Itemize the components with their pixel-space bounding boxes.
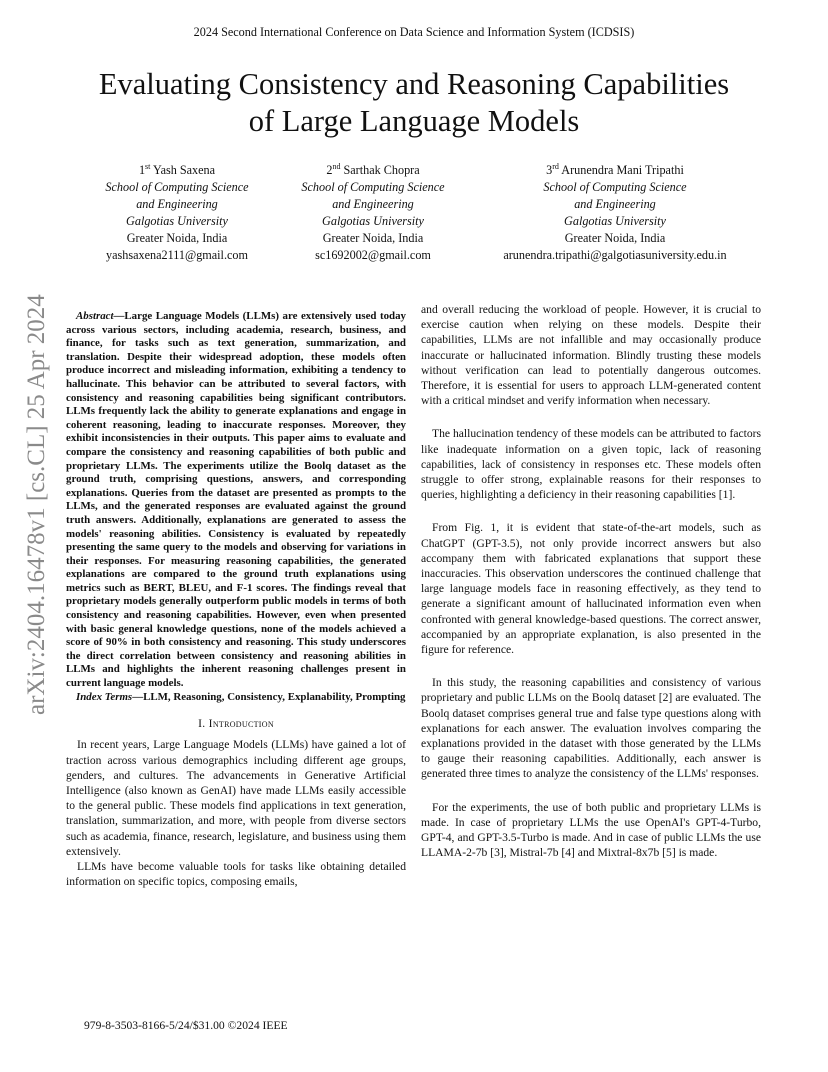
abstract-text: Large Language Models (LLMs) are extensively used today across various sectors, including academia, research, business, and finance, for tasks such as text generation, summarization, and translation. Despite their widespread adoption, these models often produce incorrect and misleading information, exhibiting a tendency to hallucinate. This behavior can be attributed to several factors, with consistency and reasoning capabilities being significant contributors. LLMs frequently lack the ability to generate explanations and engage in coherent reasoning, leading to inaccurate responses. Moreover, they exhibit inconsistencies in their outputs. This paper aims to evaluate and compare the consistency and reasoning capabilities of both public and proprietary LLMs. The experiments utilize the Boolq dataset as the ground truth, comprising questions, answers, and corresponding explanations. Queries from the dataset are presented as prompts to the LLMs, and the generated responses are evaluated against the ground truth answers. Additionally, explanations are generated to assess the models' reasoning abilities. Consistency is evaluated by repeatedly presenting the same query to the models and observing for variations in their responses. For measuring reasoning capabilities, the generated explanations are compared to the ground truth explanations using metrics such as BERT, BLEU, and F-1 scores. The findings reveal that proprietary models generally outperform public models in terms of both consistency and reasoning capabilities. However, even when presented with basic general knowledge questions, none of the models achieved a score of 90% in both consistency and reasoning. This study underscores the direct correlation between consistency and reasoning abilities in LLMs and highlights the inherent reasoning challenges present in current language models. xyxy=(66,310,406,690)
author-email[interactable]: sc1692002@gmail.com xyxy=(315,248,431,262)
author-dept: School of Computing Science xyxy=(301,180,445,194)
author-dept: School of Computing Science xyxy=(543,180,687,194)
body-paragraph: and overall reducing the workload of people. However, it is crucial to exercise caution when relying on these models. Despite their capabilities, LLMs are not infallible and may occasionally produce inaccurate or hallucinated information. Blindly trusting these models without verification can lead to potentially dangerous outcomes. Therefore, it is essential for users to approach LLM-generated content with a critical mindset and verify information when necessary. xyxy=(421,303,761,408)
author-university: Galgotias University xyxy=(322,214,424,228)
author-block-3 xyxy=(480,162,750,264)
author-dept-cont: and Engineering xyxy=(574,197,656,211)
author-name: 3rd Arunendra Mani Tripathi xyxy=(546,161,684,177)
author-block-2 xyxy=(242,162,504,264)
author-name: 2nd Sarthak Chopra xyxy=(326,161,420,177)
copyright-footer: 979-8-3503-8166-5/24/$31.00 ©2024 IEEE xyxy=(84,1019,288,1032)
author-university: Galgotias University xyxy=(564,214,666,228)
body-paragraph: In this study, the reasoning capabilities and consistency of various proprietary and public LLMs on the Boolq dataset [2] are evaluated. The Boolq dataset comprises general true and false type questions along with explanations for each answer. The evaluation involves comparing the explanations provided in the dataset with those generated by the LLMs to gauge their reasoning capabilities. Additionally, each answer is generated three times to analyze the consistency of the LLMs' responses. xyxy=(421,676,761,781)
right-column xyxy=(421,302,761,879)
author-dept-cont: and Engineering xyxy=(136,197,218,211)
body-paragraph: For the experiments, the use of both public and proprietary LLMs is made. In case of proprietary LLMs the use OpenAI's GPT-4-Turbo, GPT-4, and GPT-3.5-Turbo is made. And in case of public LLMs the use LLAMA-2-7b [3], Mistral-7b [4] and Mixtral-8x7b [5] is made. xyxy=(421,800,761,860)
abstract-label: Abstract xyxy=(76,310,114,322)
arxiv-stamp: arXiv:2404.16478v1 [cs.CL] 25 Apr 2024 xyxy=(23,294,50,715)
index-terms-text: LLM, Reasoning, Consistency, Explanability, Prompting xyxy=(143,690,406,703)
body-paragraph: From Fig. 1, it is evident that state-of-the-art models, such as ChatGPT (GPT-3.5), not only provide incorrect answers but also accompany them with fabricated explanations that support these inaccuracies. This observation underscores the continued challenge that large language models face in reasoning effectively, as they tend to generate a significant amount of hallucinated information even when confronted with general knowledge-based questions. The correct answer, accompanied by an appropriate explanation, is also presented in the figure for reference. xyxy=(421,521,761,657)
author-dept-cont: and Engineering xyxy=(332,197,414,211)
author-name: 1st Yash Saxena xyxy=(138,161,216,177)
index-terms-label: Index Terms xyxy=(76,690,133,703)
intro-paragraph: LLMs have become valuable tools for tasks like obtaining detailed information on specific topics, composing emails, xyxy=(66,860,406,889)
title-line-1: Evaluating Consistency and Reasoning Capabilities xyxy=(98,67,730,101)
author-city: Greater Noida, India xyxy=(322,231,424,245)
left-column xyxy=(66,310,406,889)
author-email[interactable]: arunendra.tripathi@galgotiasuniversity.edu.in xyxy=(503,248,727,262)
section-heading: I. Introduction xyxy=(198,717,274,731)
intro-paragraph: In recent years, Large Language Models (LLMs) have gained a lot of traction across various demographics including different age groups, genders, and cultures. The advancements in Generative Artificial Intelligence (also known as GenAI) have made LLMs easily accessible to the general public. These models find applications in text generation, translation, summarization, and more, with people from diverse sectors such as academia, finance, research, legislature, and business using them extensively. xyxy=(66,738,406,858)
abstract: Abstract—Large Language Models (LLMs) are extensively used today across various sectors, including academia, research, business, and finance, for tasks such as text generation, summarization, and translation. Despite their widespread adoption, these models often produce incorrect and misleading information, exhibiting a tendency to hallucinate. This behavior can be attributed to several factors, with consistency and reasoning capabilities being significant contributors. LLMs frequently lack the ability to generate explanations and engage in coherent reasoning, leading to inaccurate responses. Moreover, they exhibit inconsistencies in their outputs. This paper aims to evaluate and compare the consistency and reasoning capabilities of both public and proprietary LLMs. The experiments utilize the Boolq dataset as the ground truth, comprising questions, answers, and corresponding explanations. Queries from the dataset are presented as prompts to the LLMs, and the generated responses are evaluated against the ground truth answers. Additionally, explanations are generated to assess the models' reasoning abilities. Consistency is evaluated by repeatedly presenting the same query to the models and observing for variations in their responses. For measuring reasoning capabilities, the generated explanations are compared to the ground truth explanations using metrics such as BERT, BLEU, and F-1 scores. The findings reveal that proprietary models generally outperform public models in terms of both consistency and reasoning capabilities. However, even when presented with basic general knowledge questions, none of the models achieved a score of 90% in both consistency and reasoning. This study underscores the direct correlation between consistency and reasoning abilities in LLMs and highlights the inherent reasoning challenges present in current language models. Index Terms—LLM, Reasoning, Consistency, Explanability, Prompting xyxy=(66,310,406,703)
body-paragraph: The hallucination tendency of these models can be attributed to factors like inadequate information on a given topic, lack of reasoning capabilities, lack of consistency in responses etc. These models often struggle to offer strong, explainable reasons for their responses to queries, highlighting a deficiency in their reasoning capabilities [1]. xyxy=(421,427,761,502)
conference-header: 2024 Second International Conference on Data Science and Information System (ICDSIS) xyxy=(193,25,635,39)
author-university: Galgotias University xyxy=(126,214,228,228)
author-city: Greater Noida, India xyxy=(564,231,666,245)
title-line-2: of Large Language Models xyxy=(248,104,580,138)
author-dept: School of Computing Science xyxy=(105,180,249,194)
author-city: Greater Noida, India xyxy=(126,231,228,245)
paper-title xyxy=(40,66,788,140)
author-email[interactable]: yashsaxena2111@gmail.com xyxy=(106,248,248,262)
